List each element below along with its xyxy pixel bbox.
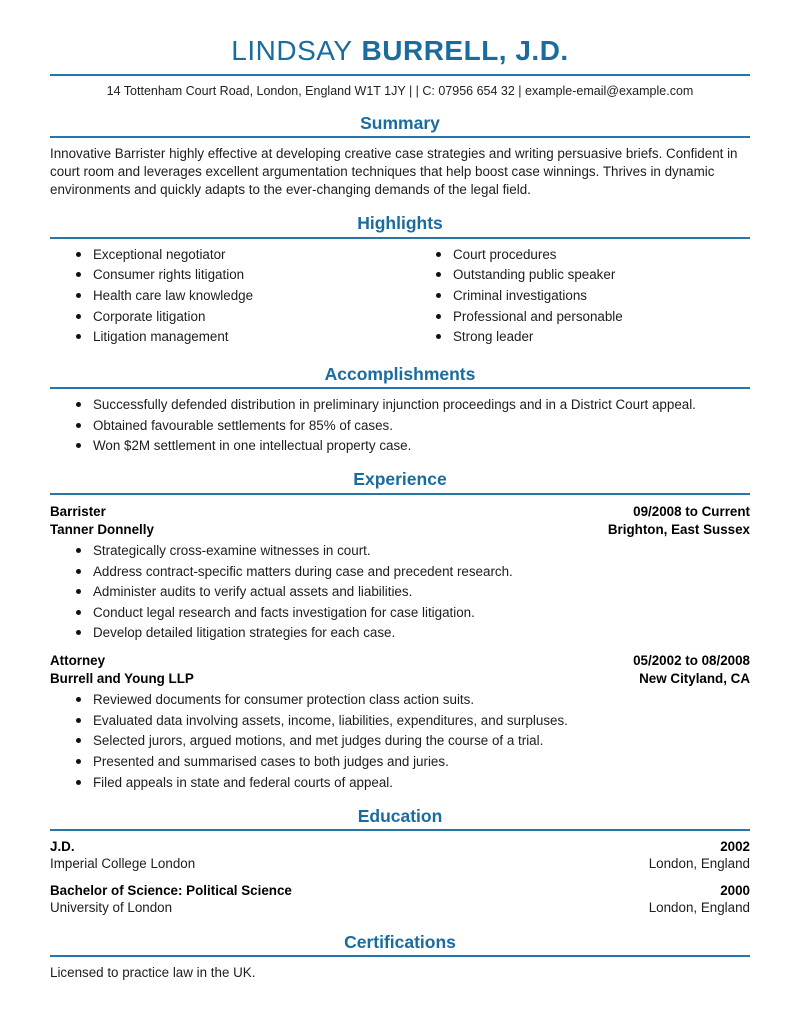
- highlights-columns: [50, 246, 750, 349]
- list-item: Exceptional negotiator: [50, 246, 400, 263]
- contact-info: 14 Tottenham Court Road, London, England W1T 1JY | | C: 07956 654 32 | example-email@example.com: [106, 83, 694, 98]
- section-divider-summary: [50, 136, 750, 138]
- list-item: Filed appeals in state and federal courts of appeal.: [50, 774, 750, 791]
- accomplishments-list: [50, 396, 750, 454]
- school: Imperial College London: [50, 856, 196, 872]
- list-item: Obtained favourable settlements for 85% of cases.: [50, 417, 750, 434]
- highlights-list-right: [400, 246, 750, 346]
- list-item: Address contract-specific matters during case and precedent research.: [50, 563, 750, 580]
- list-item: Administer audits to verify actual assets and liabilities.: [50, 583, 750, 600]
- section-title-highlights: Highlights: [357, 213, 443, 234]
- list-item: Health care law knowledge: [50, 287, 400, 304]
- job-location: Brighton, East Sussex: [607, 521, 750, 537]
- job-dates: 09/2008 to Current: [633, 503, 750, 519]
- graduation-year: 2002: [720, 838, 750, 854]
- list-item: Professional and personable: [400, 308, 750, 325]
- list-item: Reviewed documents for consumer protection class action suits.: [50, 691, 750, 708]
- list-item: Selected jurors, argued motions, and met judges during the course of a trial.: [50, 732, 750, 749]
- degree: Bachelor of Science: Political Science: [50, 882, 292, 898]
- school-location: London, England: [648, 900, 750, 916]
- list-item: Litigation management: [50, 328, 400, 345]
- experience-entry: [50, 652, 750, 791]
- name-first: LINDSAY: [231, 35, 353, 66]
- list-item: Develop detailed litigation strategies for each case.: [50, 624, 750, 641]
- job-dates: 05/2002 to 08/2008: [633, 652, 750, 668]
- job-role: Attorney: [50, 652, 106, 668]
- section-title-education: Education: [357, 805, 443, 826]
- list-item: Successfully defended distribution in preliminary injunction proceedings and in a District Court appeal.: [50, 396, 750, 413]
- list-item: Outstanding public speaker: [400, 266, 750, 283]
- list-item: Evaluated data involving assets, income, liabilities, expenditures, and surpluses.: [50, 712, 750, 729]
- education-entry: [50, 882, 750, 917]
- list-item: Corporate litigation: [50, 308, 400, 325]
- section-divider-accomplishments: [50, 387, 750, 389]
- job-duties-list: [50, 542, 750, 642]
- graduation-year: 2000: [720, 882, 750, 898]
- school-location: London, England: [648, 856, 750, 872]
- section-divider-education: [50, 829, 750, 831]
- section-title-accomplishments: Accomplishments: [324, 363, 476, 384]
- section-title-certifications: Certifications: [344, 931, 456, 952]
- section-divider-experience: [50, 493, 750, 495]
- header-divider: [50, 74, 750, 76]
- job-role: Barrister: [50, 503, 106, 519]
- job-company: Burrell and Young LLP: [50, 670, 194, 686]
- section-title-summary: Summary: [360, 112, 440, 133]
- section-title-experience: Experience: [353, 469, 447, 490]
- list-item: Consumer rights litigation: [50, 266, 400, 283]
- list-item: Strategically cross-examine witnesses in court.: [50, 542, 750, 559]
- section-divider-highlights: [50, 237, 750, 239]
- school: University of London: [50, 900, 173, 916]
- summary-text: Innovative Barrister highly effective at developing creative case strategies and writing persuasive briefs. Confident in court room and leverages excellent argumentation techniques that help boost case winnings. Thrives in dynamic environments and quickly adapts to the ever-changing demands of the legal field.: [50, 145, 738, 197]
- page-title: [50, 36, 750, 67]
- education-entry: [50, 838, 750, 873]
- section-divider-certifications: [50, 955, 750, 957]
- list-item: Criminal investigations: [400, 287, 750, 304]
- name-last: BURRELL, J.D.: [361, 35, 569, 66]
- list-item: Won $2M settlement in one intellectual property case.: [50, 437, 750, 454]
- list-item: Strong leader: [400, 328, 750, 345]
- job-location: New Cityland, CA: [639, 670, 750, 686]
- degree: J.D.: [50, 838, 75, 854]
- experience-entry: [50, 503, 750, 642]
- list-item: Presented and summarised cases to both judges and juries.: [50, 753, 750, 770]
- job-duties-list: [50, 691, 750, 791]
- list-item: Conduct legal research and facts investigation for case litigation.: [50, 604, 750, 621]
- highlights-list-left: [50, 246, 400, 346]
- list-item: Court procedures: [400, 246, 750, 263]
- certifications-text: Licensed to practice law in the UK.: [50, 964, 256, 980]
- job-company: Tanner Donnelly: [50, 521, 154, 537]
